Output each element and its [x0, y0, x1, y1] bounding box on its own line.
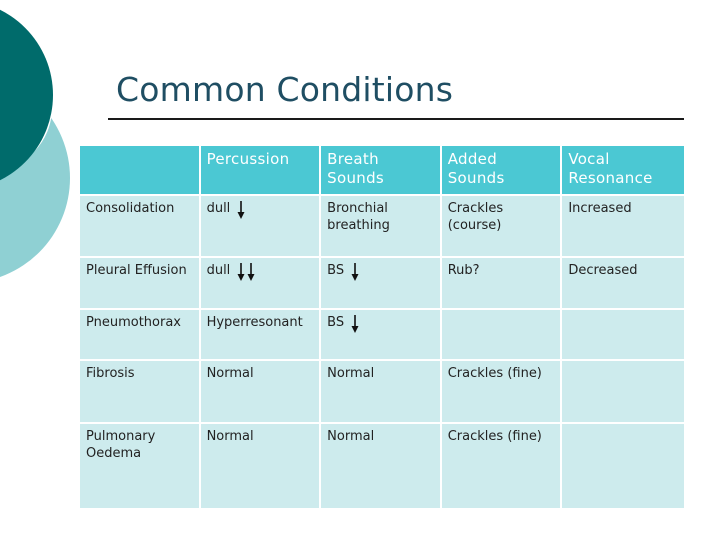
condition-cell: Pleural Effusion: [80, 258, 199, 308]
table-row: [80, 424, 684, 508]
breath-cell: Normal: [321, 424, 440, 508]
table-row: [80, 310, 684, 359]
down-arrow-icon: [350, 314, 360, 339]
down-arrow-icon: [236, 200, 246, 225]
header-breath-sounds: Breath Sounds: [321, 146, 440, 194]
vocal-cell: [562, 310, 684, 359]
slide-title: Common Conditions: [116, 70, 454, 109]
condition-cell: Fibrosis: [80, 361, 199, 422]
percussion-cell: [201, 196, 320, 256]
percussion-cell: [201, 258, 320, 308]
added-cell: Crackles (course): [442, 196, 561, 256]
added-cell: Crackles (fine): [442, 424, 561, 508]
double-down-arrow-icon: [236, 262, 256, 287]
percussion-text: dull: [206, 263, 231, 278]
conditions-table: [78, 144, 686, 510]
added-cell: [442, 310, 561, 359]
added-cell: Crackles (fine): [442, 361, 561, 422]
header-added-sounds: Added Sounds: [442, 146, 561, 194]
breath-cell: Normal: [321, 361, 440, 422]
arrow-head: [238, 274, 245, 281]
vocal-cell: [562, 361, 684, 422]
breath-cell: Bronchial breathing: [321, 196, 440, 256]
table-row: [80, 361, 684, 422]
arrow-head: [352, 274, 359, 281]
vocal-cell: Decreased: [562, 258, 684, 308]
table-row: [80, 196, 684, 256]
breath-text: BS: [327, 315, 345, 330]
condition-cell: Pulmonary Oedema: [80, 424, 199, 508]
vocal-cell: [562, 424, 684, 508]
percussion-cell: Hyperresonant: [201, 310, 320, 359]
arrow-head: [248, 274, 255, 281]
breath-cell: [321, 258, 440, 308]
breath-text: BS: [327, 263, 345, 278]
added-cell: Rub?: [442, 258, 561, 308]
breath-cell: [321, 310, 440, 359]
down-arrow-icon: [350, 262, 360, 287]
table-row: [80, 258, 684, 308]
percussion-cell: Normal: [201, 361, 320, 422]
title-divider: [108, 118, 684, 120]
percussion-cell: Normal: [201, 424, 320, 508]
condition-cell: Pneumothorax: [80, 310, 199, 359]
condition-cell: Consolidation: [80, 196, 199, 256]
arrow-head: [352, 326, 359, 333]
header-empty: [80, 146, 199, 194]
header-vocal-resonance: Vocal Resonance: [562, 146, 684, 194]
header-row: [80, 146, 684, 194]
arrow-head: [238, 212, 245, 219]
percussion-text: dull: [206, 201, 231, 216]
vocal-cell: Increased: [562, 196, 684, 256]
header-percussion: Percussion: [201, 146, 320, 194]
